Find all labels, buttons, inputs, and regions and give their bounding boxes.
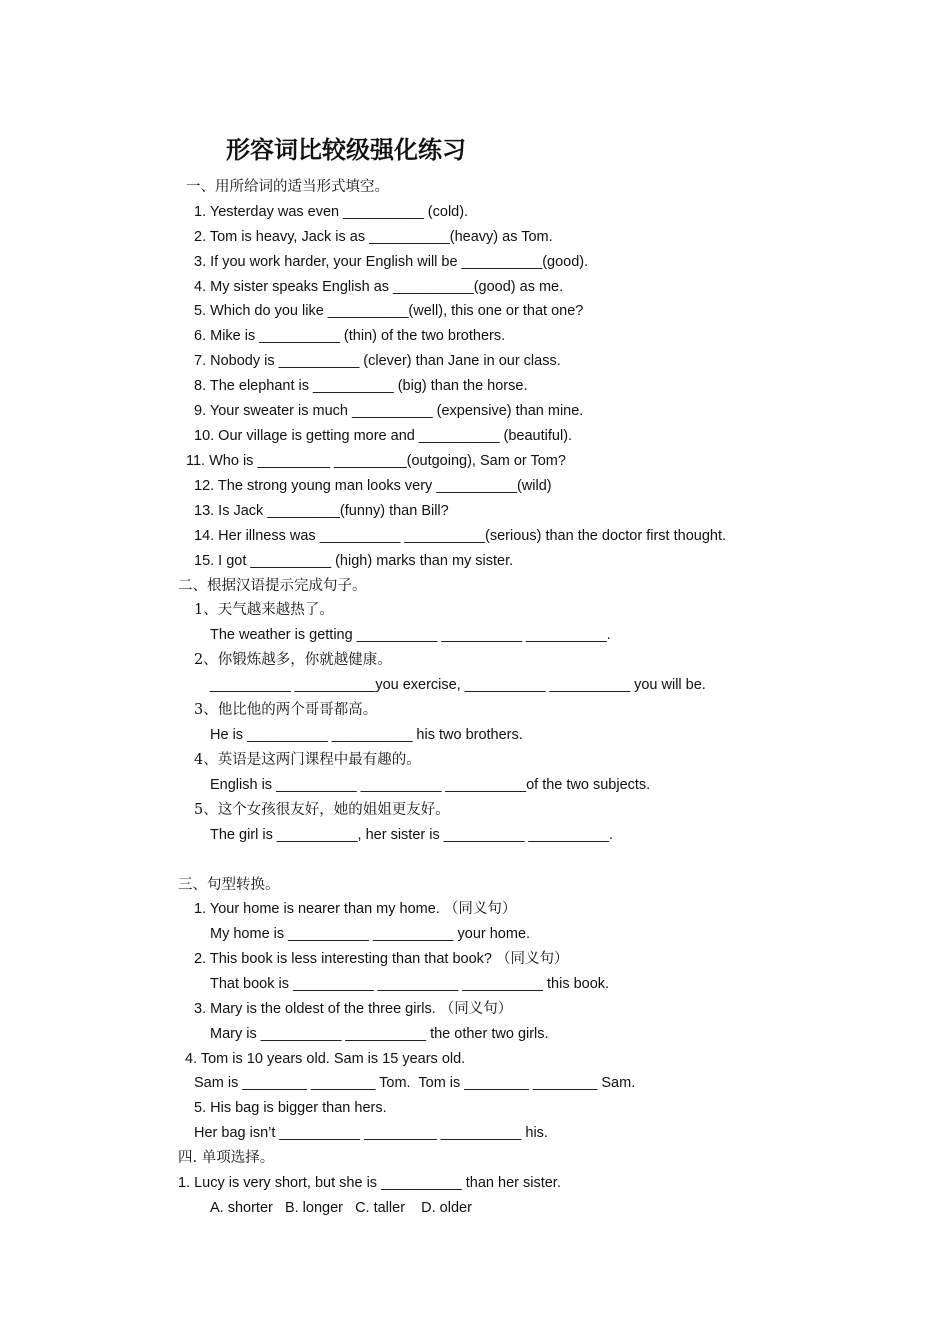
s1-item-7: 7. Nobody is __________ (clever) than Jane in our class. xyxy=(194,353,561,369)
s1-item-9: 9. Your sweater is much __________ (expensive) than mine. xyxy=(194,403,584,419)
s1-item-5: 5. Which do you like __________(well), this one or that one? xyxy=(194,303,584,319)
s4-question-1-options: A. shorter B. longer C. taller D. older xyxy=(210,1200,472,1216)
s2-item-2-en: __________ __________you exercise, __________ __________ you will be. xyxy=(210,677,706,693)
s1-item-1: 1. Yesterday was even __________ (cold). xyxy=(194,204,469,220)
s2-item-1-cn: 1、天气越来越热了。 xyxy=(194,602,334,618)
s3-item-2-answer: That book is __________ __________ __________ this book. xyxy=(210,976,610,992)
s1-item-6: 6. Mike is __________ (thin) of the two brothers. xyxy=(194,328,506,344)
s2-item-2-cn: 2、你锻炼越多，你就越健康。 xyxy=(194,652,392,668)
s2-item-5-cn: 5、这个女孩很友好，她的姐姐更友好。 xyxy=(194,802,450,818)
s3-item-4-question: 4. Tom is 10 years old. Sam is 15 years old. xyxy=(185,1051,466,1067)
s1-item-4: 4. My sister speaks English as __________(good) as me. xyxy=(194,279,564,295)
s3-item-1-question: 1. Your home is nearer than my home. （同义句） xyxy=(194,901,517,917)
s2-item-5-en: The girl is __________, her sister is __________ __________. xyxy=(210,827,614,843)
s1-item-10: 10. Our village is getting more and __________ (beautiful). xyxy=(194,428,573,444)
s3-item-4-answer: Sam is ________ ________ Tom. Tom is ________ ________ Sam. xyxy=(194,1075,636,1091)
s2-item-4-cn: 4、英语是这两门课程中最有趣的。 xyxy=(194,752,421,768)
s3-item-5-question: 5. His bag is bigger than hers. xyxy=(194,1100,387,1116)
s1-item-2: 2. Tom is heavy, Jack is as __________(heavy) as Tom. xyxy=(194,229,553,245)
s1-item-14: 14. Her illness was __________ __________(serious) than the doctor first thought. xyxy=(194,528,727,544)
s3-item-1-answer: My home is __________ __________ your home. xyxy=(210,926,531,942)
s4-question-1: 1. Lucy is very short, but she is __________ than her sister. xyxy=(178,1175,561,1191)
s1-item-8: 8. The elephant is __________ (big) than the horse. xyxy=(194,378,528,394)
s1-item-13: 13. Is Jack _________(funny) than Bill? xyxy=(194,503,449,519)
s1-item-11: 11. Who is _________ _________(outgoing), Sam or Tom? xyxy=(186,453,566,469)
s3-item-5-answer: Her bag isn’t __________ _________ __________ his. xyxy=(194,1125,548,1141)
s1-item-3: 3. If you work harder, your English will be __________(good). xyxy=(194,254,589,270)
s3-item-3-question: 3. Mary is the oldest of the three girls. （同义句） xyxy=(194,1001,513,1017)
s2-item-3-cn: 3、他比他的两个哥哥都高。 xyxy=(194,702,378,718)
s2-item-3-en: He is __________ __________ his two brothers. xyxy=(210,727,523,743)
s1-item-15: 15. I got __________ (high) marks than my sister. xyxy=(194,553,514,569)
s2-item-1-en: The weather is getting __________ __________ __________. xyxy=(210,627,611,643)
section-2-heading: 二、根据汉语提示完成句子。 xyxy=(178,578,367,594)
section-1-heading: 一、用所给词的适当形式填空。 xyxy=(186,179,389,195)
section-4-heading: 四. 单项选择。 xyxy=(178,1150,275,1166)
s1-item-12: 12. The strong young man looks very __________(wild) xyxy=(194,478,552,494)
page-title: 形容词比较级强化练习 xyxy=(226,135,466,164)
s3-item-2-question: 2. This book is less interesting than that book? （同义句） xyxy=(194,951,569,967)
s2-item-4-en: English is __________ __________ __________of the two subjects. xyxy=(210,777,651,793)
section-3-heading: 三、句型转换。 xyxy=(178,877,280,893)
s3-item-3-answer: Mary is __________ __________ the other two girls. xyxy=(210,1026,549,1042)
